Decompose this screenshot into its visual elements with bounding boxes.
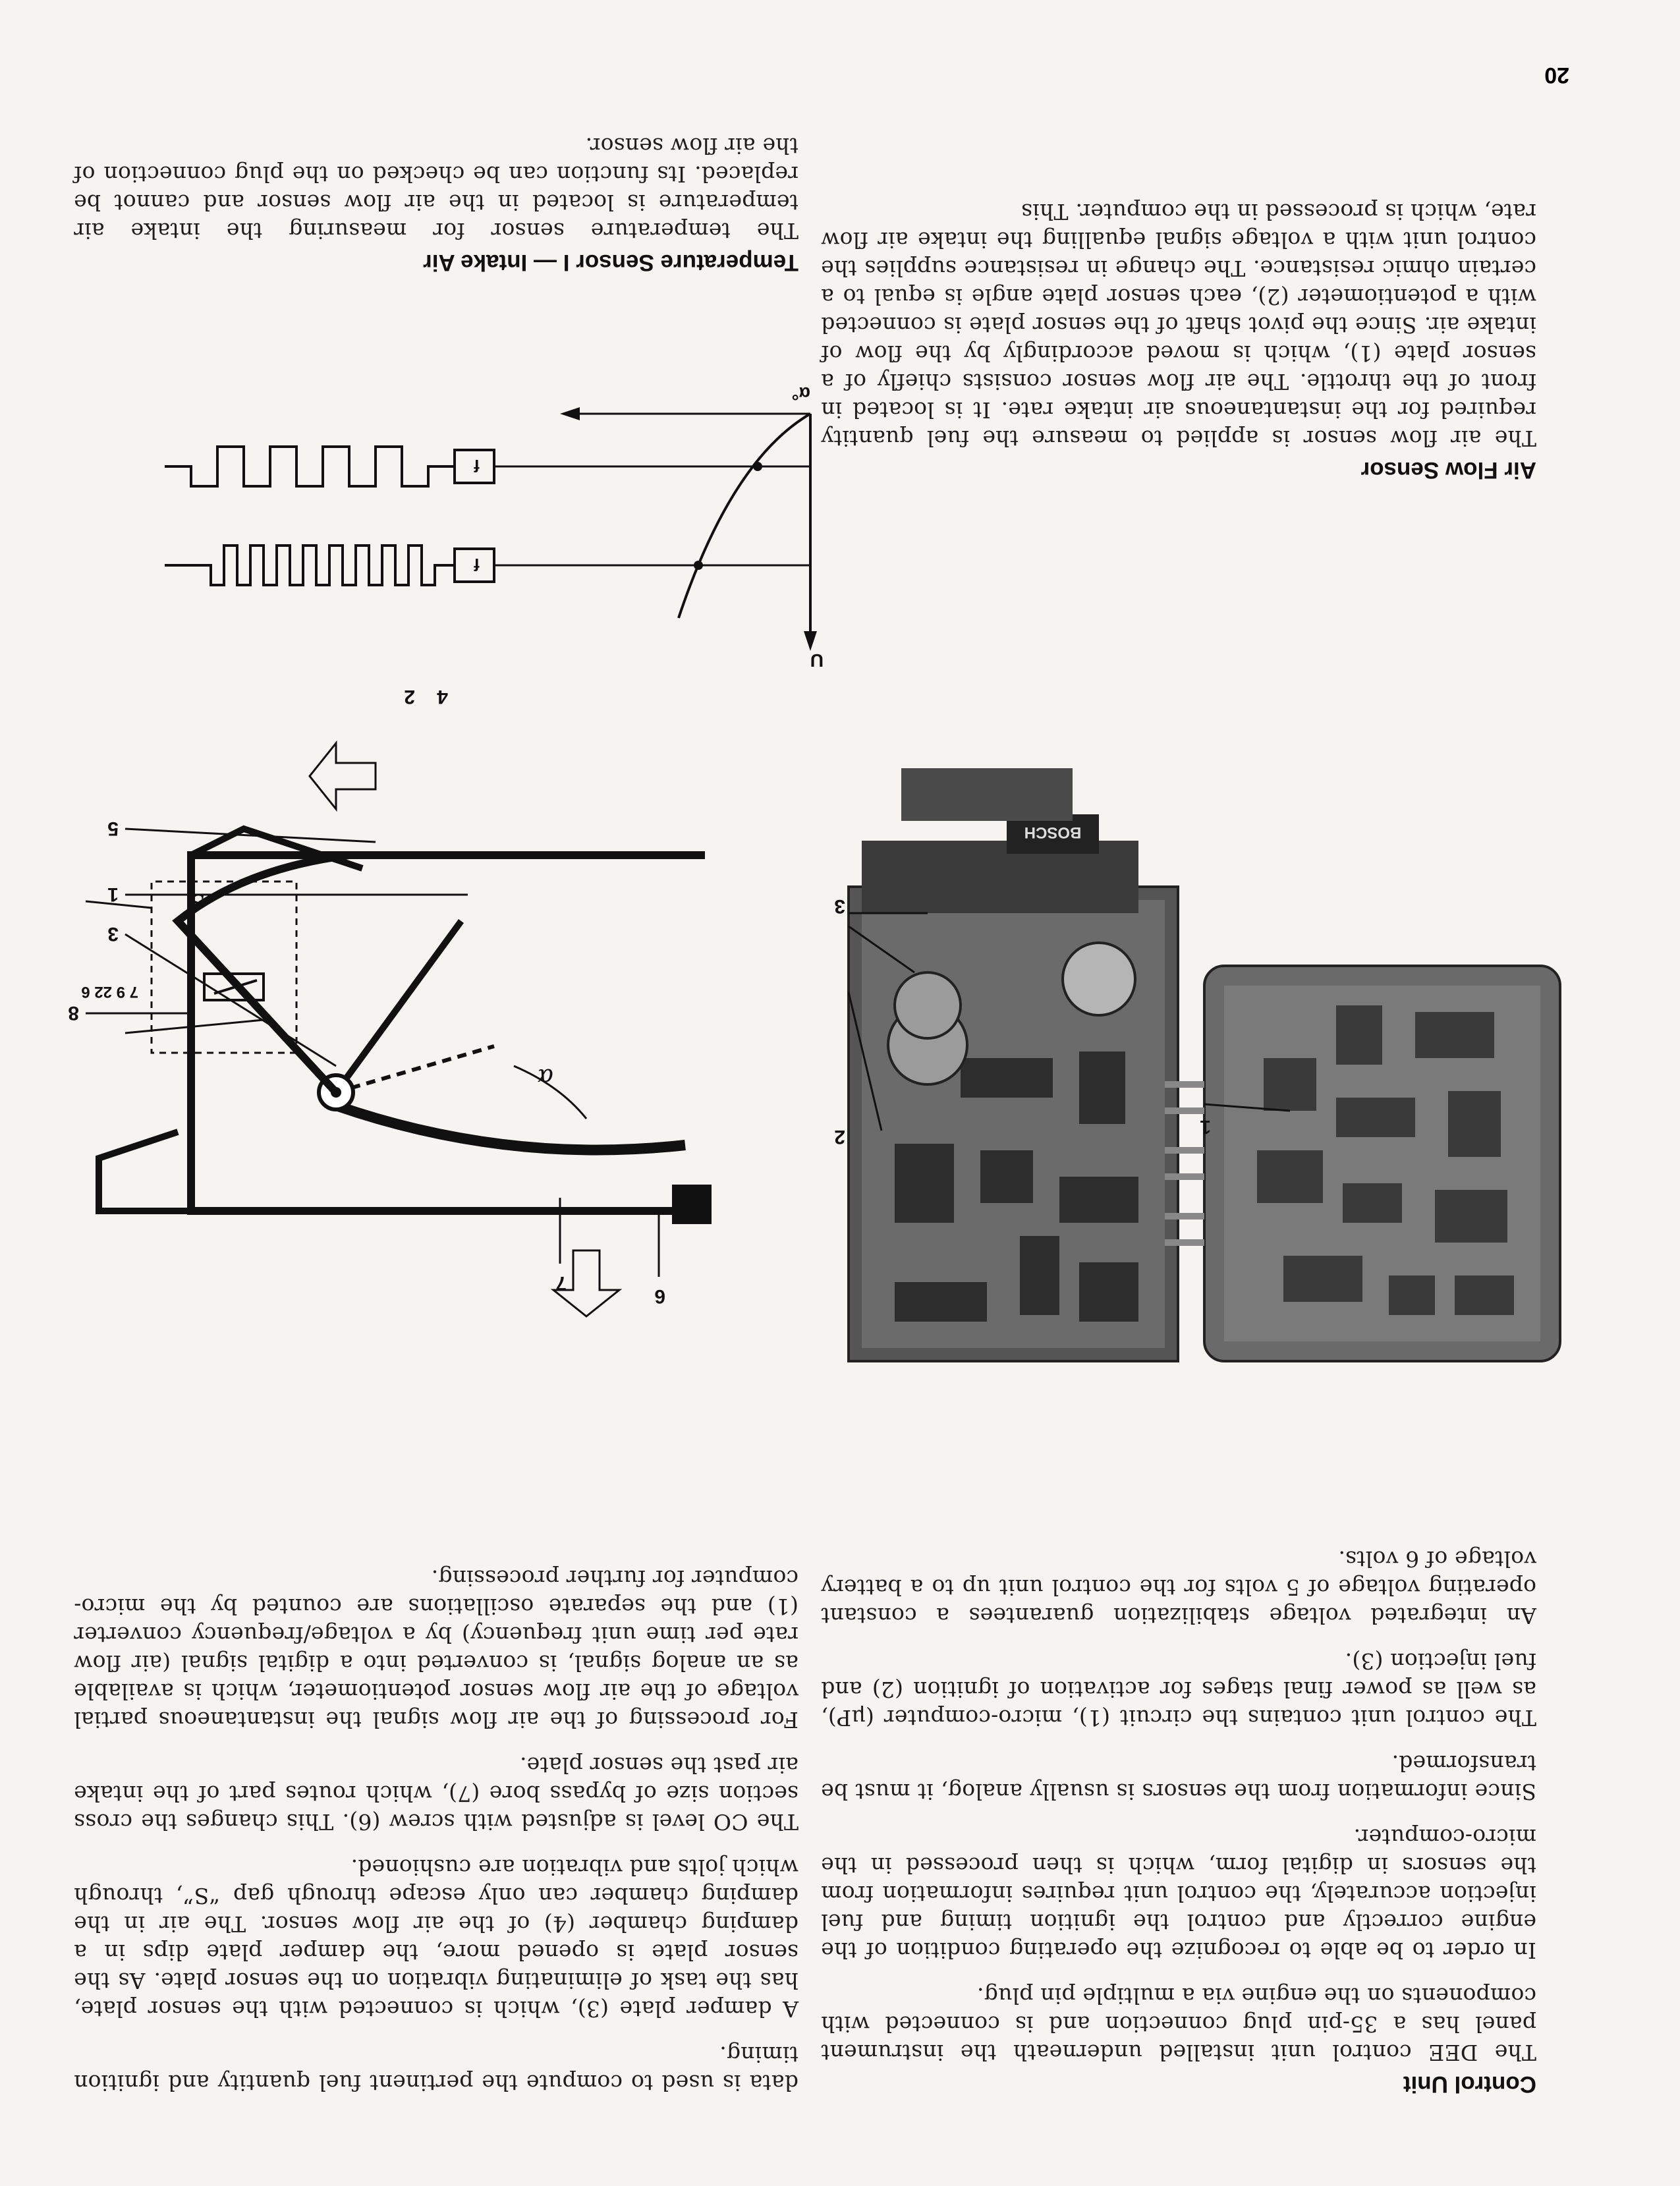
photo-callout-3: 3 [834, 895, 845, 917]
air-flow-sensor-diagram [59, 671, 837, 1330]
diagram-callout-5: 5 [107, 818, 119, 839]
diagram-callout-7: 7 [555, 1272, 567, 1294]
photo-callout-2: 2 [834, 1126, 845, 1148]
page-number: 20 [1544, 63, 1569, 88]
diagram-callout-8: 8 [68, 1002, 79, 1024]
control-unit-paragraph-1: The DEE control unit installed underneath the instrument panel has a 35-pin plug connection and is connected with components on the engine via a multiple pin plug. [821, 1983, 1536, 2065]
control-unit-section [821, 1528, 1536, 2097]
converter-label-2: f [474, 555, 480, 575]
temperature-sensor-section [74, 115, 798, 275]
photo-callout-1: 1 [1200, 1116, 1211, 1138]
diagram-gap-label: S [190, 889, 204, 914]
control-unit-paragraph-3: Since information from the sensors is usually analog, it must be transformed. [821, 1751, 1536, 1805]
right-paragraph-4: For processing of the air flow signal the instantaneous partial voltage of the air flow sensor potentiometer, which is available as an analog signal, is converted into a digital signal (air flow rate per time unit frequency) by a voltage/frequency converter (1) and the separate oscillations are counted by the micro-computer for further processing. [74, 1565, 798, 1733]
air-flow-sensor-paragraph-1: The air flow sensor is applied to measure the fuel quantity required for the instantaneous air intake rate. It is located in front of the throttle. The air flow sensor consists chiefly of a sensor plate (1), which is moved accordingly by the flow of intake air. Since the pivot shaft of the sensor plate is connected with a potentiometer (2), each sensor plate angle is equal to a certain ohmic resistance. The change in resistance supplies the control unit with a voltage signal equalling the intake air flow rate, which is processed in the computer. This [821, 199, 1536, 451]
control-unit-paragraph-4: The control unit contains the circuit (1), micro-computer (μP), as well as power final stages for activation of ignition (2) and fuel injection (3). [821, 1648, 1536, 1731]
control-unit-heading: Control Unit [1403, 2071, 1536, 2097]
signal-graph-y-label: U [810, 650, 824, 671]
diagram-callout-2: 2 [404, 686, 415, 708]
diagram-angle-label: α [537, 1063, 553, 1090]
diagram-callout-6: 6 [654, 1285, 665, 1307]
diagram-connector-pins: 7 9 22 6 [81, 983, 138, 1001]
signal-graph [59, 374, 837, 677]
right-paragraph-3: The CO level is adjusted with screw (6). This changes the cross section size of bypass bore (7), which routes part of the intake air past the sensor plate. [74, 1752, 798, 1835]
temperature-sensor-heading: Temperature Sensor I — Intake Air [423, 250, 798, 275]
photo-brand-label: BOSCH [1024, 824, 1082, 841]
right-paragraph-2: A damper plate (3), which is connected with the sensor plate, has the task of eliminating vibration on the sensor plate. As the sensor plate is opened more, the damper plate dips in a damping chamber (4) of the air flow sensor. The air in the damping chamber can only escape through gap “S”, through which jolts and vibration are cushioned. [74, 1855, 798, 2022]
air-flow-sensor-heading: Air Flow Sensor [1360, 457, 1536, 483]
control-unit-paragraph-2: In order to be able to recognize the operating condition of the engine correctly and control the ignition timing and fuel injection accurately, the control unit requires information from the sensors in digital form, which is then processed in the micro-computer. [821, 1824, 1536, 1963]
temperature-sensor-paragraph-1: The temperature sensor for measuring the intake air temperature is located in the air flow sensor and cannot be replaced. Its function can be checked on the plug connection of the air flow sensor. [74, 133, 798, 244]
air-flow-details-section [74, 1547, 798, 2097]
diagram-callout-1: 1 [107, 883, 119, 905]
control-unit-paragraph-5: An integrated voltage stabilization guarantees a constant operating voltage of 5 volts for the control unit up to a battery voltage of 6 volts. [821, 1546, 1536, 1629]
diagram-callout-4: 4 [437, 686, 448, 708]
control-unit-photo [809, 491, 1600, 1374]
air-flow-sensor-section [821, 181, 1536, 483]
converter-label-1: f [474, 456, 480, 476]
diagram-callout-3: 3 [107, 923, 119, 945]
signal-graph-x-label: α° [791, 383, 810, 404]
right-paragraph-1: data is used to compute the pertinent fuel quantity and ignition timing. [74, 2042, 798, 2096]
